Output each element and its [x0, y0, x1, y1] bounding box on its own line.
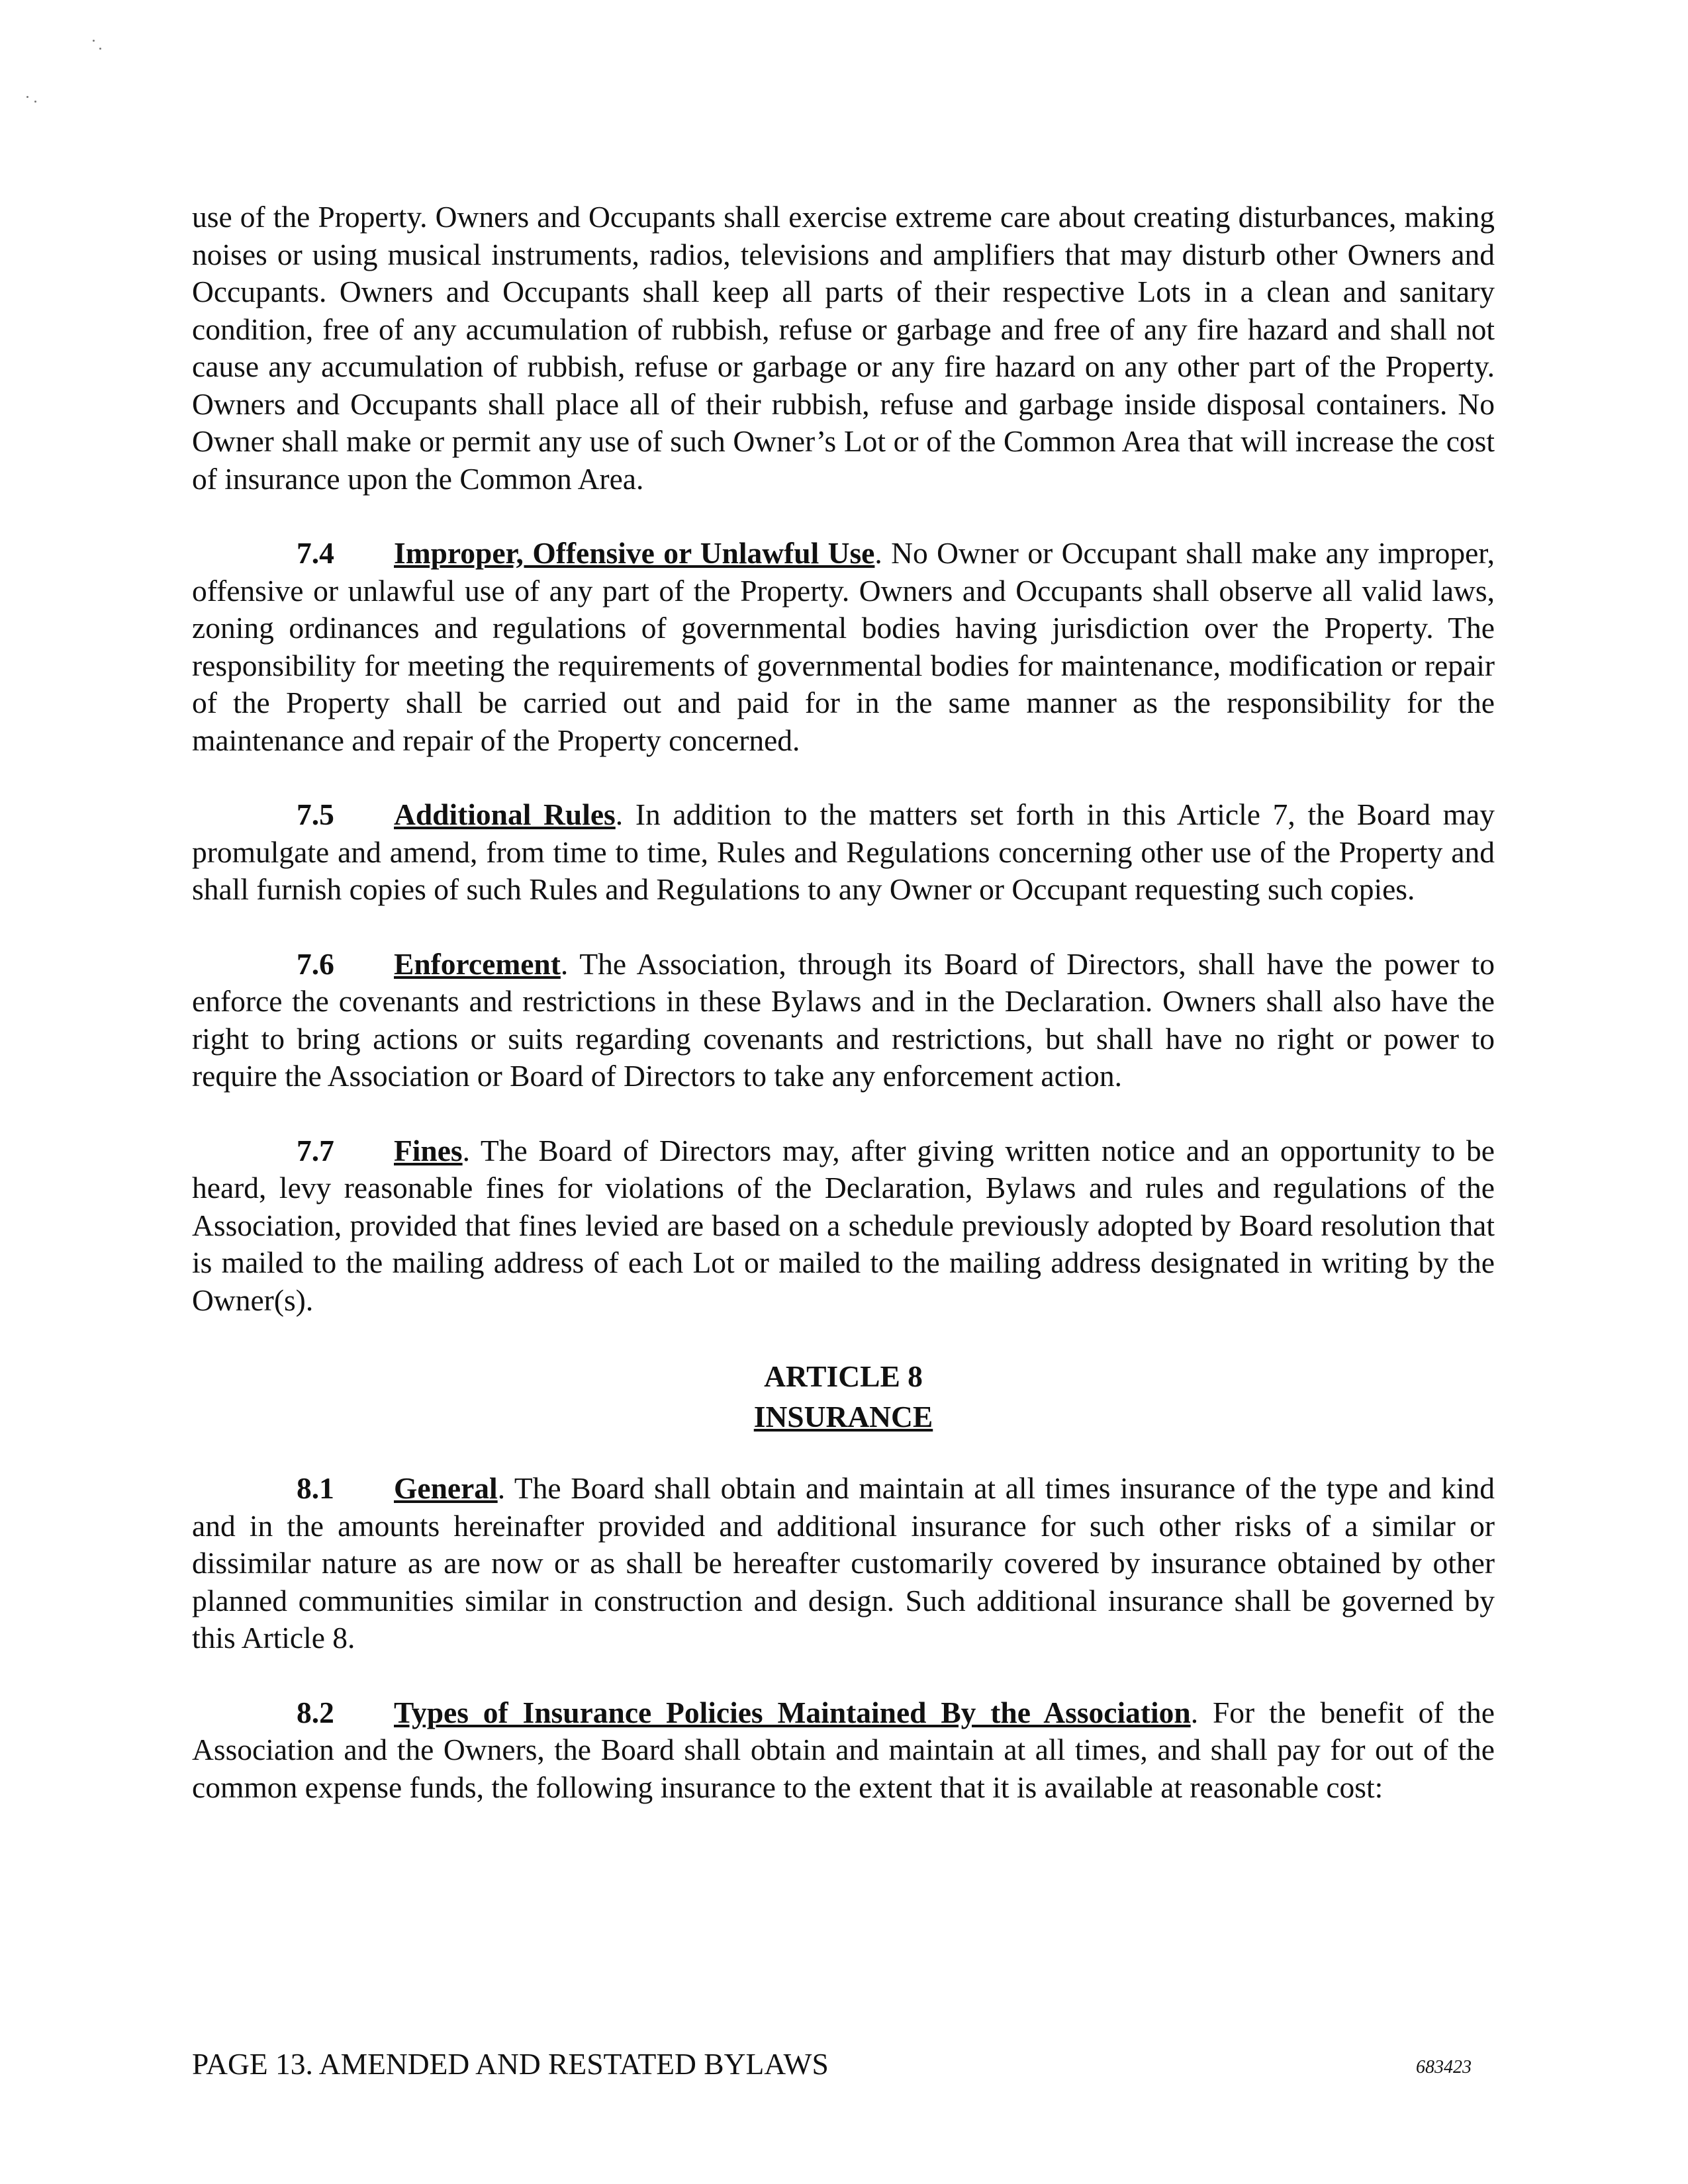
section-text: . In addition to the matters set forth in this Article 7, the Board may promulgate and amend, from time to time, Rules and Regulations concerning other use of the Property and shall furnish copies of such Rules and Regulations to any Owner or Occupant requesting such copies. — [192, 797, 1495, 906]
section-7-5 — [192, 796, 1495, 909]
section-heading: Improper, Offensive or Unlawful Use — [394, 536, 875, 570]
continuation-paragraph: use of the Property. Owners and Occupants shall exercise extreme care about creating disturbances, making noises or using musical instruments, radios, televisions and amplifiers that may disturb other Owners and Occupants. Owners and Occupants shall keep all parts of their respective Lots in a clean and sanitary condition, free of any accumulation of rubbish, refuse or garbage and free of any fire hazard and shall not cause any accumulation of rubbish, refuse or garbage or any fire hazard on any other part of the Property. Owners and Occupants shall place all of their rubbish, refuse and garbage inside disposal containers. No Owner shall make or permit any use of such Owner’s Lot or of the Common Area that will increase the cost of insurance upon the Common Area. — [192, 200, 1495, 496]
document-page — [192, 199, 1495, 1843]
section-text: . For the benefit of the Association and the Owners, the Board shall obtain and maintain at all times, and shall pay for out of the common expense funds, the following insurance to the extent that it is available at reasonable cost: — [192, 1695, 1495, 1804]
section-8-2 — [192, 1694, 1495, 1807]
article-label: ARTICLE 8 — [764, 1359, 923, 1393]
section-text: . The Board of Directors may, after giving written notice and an opportunity to be heard, levy reasonable fines for violations of the Declaration, Bylaws and rules and regulations of the Association, provided that fines levied are based on a schedule previously adopted by Board resolution that is mailed to the mailing address of each Lot or mailed to the mailing address designated in writing by the Owner(s). — [192, 1133, 1495, 1317]
scan-speck — [26, 96, 28, 98]
section-7-7 — [192, 1132, 1495, 1320]
section-number: 8.1 — [297, 1471, 334, 1505]
section-number: 7.7 — [297, 1133, 334, 1167]
section-8-1 — [192, 1470, 1495, 1657]
section-heading: General — [394, 1471, 498, 1505]
article-heading — [192, 1356, 1495, 1437]
section-text: . The Association, through its Board of Directors, shall have the power to enforce the covenants and restrictions in these Bylaws and in the Declaration. Owners shall also have the right to bring actions or suits regarding covenants and restrictions, but shall have no right or power to require the Association or Board of Directors to take any enforcement action. — [192, 946, 1495, 1093]
section-heading: Types of Insurance Policies Maintained By the Association — [394, 1695, 1191, 1729]
section-heading: Enforcement — [394, 946, 561, 981]
page-footer — [192, 2046, 1495, 2081]
section-number: 7.4 — [297, 536, 334, 570]
section-heading: Additional Rules — [394, 797, 616, 831]
footer-document-id: 683423 — [1416, 2057, 1472, 2077]
section-7-4 — [192, 535, 1495, 759]
article-title: INSURANCE — [753, 1400, 933, 1433]
section-text: . No Owner or Occupant shall make any improper, offensive or unlawful use of any part of the Property. Owners and Occupants shall observe all valid laws, zoning ordinances and regulations of governmental bodies having jurisdiction over the Property. The responsibility for meeting the requirements of governmental bodies for maintenance, modification or repair of the Property shall be carried out and paid for in the same manner as the responsibility for the maintenance and repair of the Property concerned. — [192, 536, 1495, 757]
scan-speck — [93, 40, 95, 42]
section-number: 7.5 — [297, 797, 334, 831]
footer-page-label: PAGE 13. AMENDED AND RESTATED BYLAWS — [192, 2047, 829, 2081]
scan-speck — [34, 101, 36, 103]
scan-speck — [99, 48, 101, 50]
section-7-6 — [192, 946, 1495, 1095]
section-heading: Fines — [394, 1133, 463, 1167]
section-number: 8.2 — [297, 1695, 334, 1729]
section-number: 7.6 — [297, 946, 334, 981]
section-text: . The Board shall obtain and maintain at all times insurance of the type and kind and in the amounts hereinafter provided and additional insurance for such other risks of a similar or dissimilar nature as are now or as shall be hereafter customarily covered by insurance obtained by other planned communities similar in construction and design. Such additional insurance shall be governed by this Article 8. — [192, 1471, 1495, 1655]
